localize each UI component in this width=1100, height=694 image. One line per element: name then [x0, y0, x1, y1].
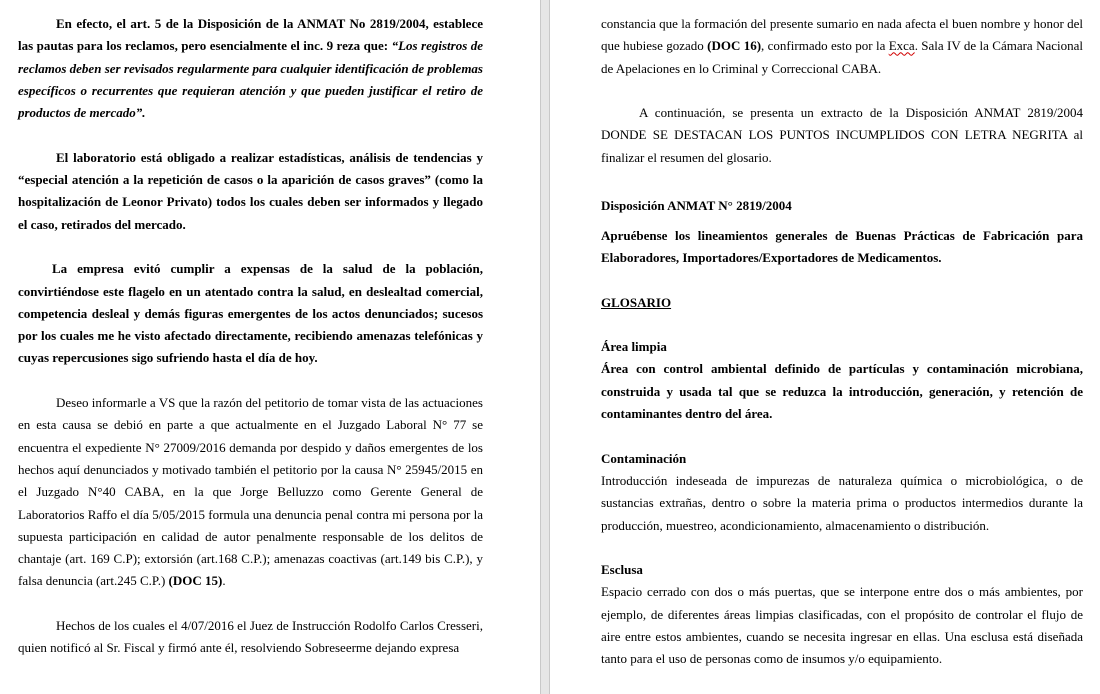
paragraph-petitorio-end: .	[222, 573, 226, 589]
doc-16-reference: (DOC 16)	[707, 38, 762, 54]
paragraph-gap	[601, 169, 1083, 191]
glossary-definition-area-limpia[interactable]: Área con control ambiental definido de partículas y contaminación microbiana, construida y usada tal que se reduzca la introducción, generación, y retención de contaminantes dentro del área.	[601, 361, 1083, 422]
paragraph-gap	[601, 80, 1083, 102]
glossary-term-contaminacion[interactable]: Contaminación	[601, 450, 687, 466]
paragraph-gap	[601, 269, 1083, 291]
paragraph-empresa[interactable]: La empresa evitó cumplir a expensas de la salud de la población, convirtiéndose este flagelo en un atentado contra la salud, en deslealtad comercial, competencia desleal y demás figuras emergentes de los actos denunciados; sucesos por los cuales me he visto afectado directamente, recibiendo amenazas telefónicas y cuyas repercusiones sigo sufriendo hasta el día de hoy.	[18, 261, 483, 366]
paragraph-constancia-b: , confirmado esto por la	[761, 38, 889, 54]
spellcheck-word-exca[interactable]: Exca	[888, 38, 915, 54]
paragraph-gap	[18, 370, 483, 392]
paragraph-anmat-art5-intro: En efecto, el art. 5 de la Disposición de la ANMAT No 2819/2004, establece las pautas para los reclamos, pero esencialmente el inc. 9 reza que:	[18, 16, 483, 54]
glossary-term-area-limpia[interactable]: Área limpia	[601, 339, 667, 355]
glossary-definition-esclusa[interactable]: Espacio cerrado con dos o más puertas, que se interpone entre dos o más ambientes, por ejemplo, de diferentes áreas limpias clasificadas, con el propósito de controlar el flujo de aire entre estos ambientes, cuando se necesita ingresar en ellas. Una esclusa está diseñada tanto para el uso de personas como de insumos y/o equipamiento.	[601, 584, 1083, 667]
document-page-left[interactable]	[0, 0, 540, 694]
paragraph-anmat-art5[interactable]	[18, 13, 483, 124]
page-right-text-column[interactable]	[601, 13, 1083, 671]
disposicion-subtitle[interactable]: Apruébense los lineamientos generales de Buenas Prácticas de Fabricación para Elaboradores, Importadores/Exportadores de Medicamentos.	[601, 227, 1083, 265]
paragraph-constancia[interactable]	[601, 13, 1083, 80]
paragraph-petitorio[interactable]	[18, 392, 483, 593]
page-left-text-column[interactable]	[18, 13, 483, 660]
paragraph-gap	[18, 236, 483, 258]
glosario-heading[interactable]: GLOSARIO	[601, 294, 672, 310]
paragraph-laboratorio[interactable]: El laboratorio está obligado a realizar estadísticas, análisis de tendencias y “especial atención a la repetición de casos o la aparición de casos graves” (como la hospitalización de Leonor Privato) todos los cuales deben ser informados y llegado el caso, retirados del mercado.	[18, 149, 483, 232]
paragraph-anmat-art5-quote: “Los registros de reclamos deben ser revisados regularmente para cualquier identificación de problemas específicos o recurrentes que requieran atención y que pueden justificar el retiro de productos de mercado”.	[18, 38, 483, 121]
glossary-term-esclusa[interactable]: Esclusa	[601, 562, 643, 578]
doc-15-reference: (DOC 15)	[168, 573, 223, 589]
paragraph-petitorio-text: Deseo informarle a VS que la razón del petitorio de tomar vista de las actuaciones en esta causa se debió en parte a que actualmente en el Juzgado Laboral N° 77 se encuentra el expediente N° 27009/2016 demanda por despido y daños emergentes de los hechos aquí denunciados y motivado también el petitorio por la causa N° 25945/2015 en el Juzgado N°40 CABA, en la que Jorge Belluzzo como Gerente General de Laboratorios Raffo el día 5/05/2015 formula una denuncia penal contra mi persona por la supuesta participación en calidad de autor penalmente responsable de los delitos de chantaje (art. 169 C.P); extorsión (art.168 C.P.); amenazas coactivas (art.149 bis C.P.), y falsa denuncia (art.245 C.P.)	[18, 395, 483, 589]
paragraph-constancia-c: . Sala IV de la Cámara Nacional de Apelaciones en lo Criminal y Correccional CABA.	[601, 38, 1083, 76]
paragraph-extracto[interactable]: A continuación, se presenta un extracto de la Disposición ANMAT 2819/2004 DONDE SE DESTACAN LOS PUNTOS INCUMPLIDOS CON LETRA NEGRITA al finalizar el resumen del glosario.	[601, 105, 1083, 165]
paragraph-hechos[interactable]: Hechos de los cuales el 4/07/2016 el Juez de Instrucción Rodolfo Carlos Cresseri, quien notificó al Sr. Fiscal y firmó ante él, resolviendo Sobreseerme dejando expresa	[18, 618, 483, 656]
paragraph-gap	[601, 425, 1083, 447]
disposicion-title[interactable]: Disposición ANMAT N° 2819/2004	[601, 198, 792, 214]
document-page-right[interactable]	[550, 0, 1100, 694]
paragraph-gap	[601, 537, 1083, 559]
paragraph-gap	[601, 314, 1083, 336]
paragraph-gap	[18, 593, 483, 615]
page-gutter	[540, 0, 550, 694]
paragraph-constancia-a: constancia que la formación del presente sumario en nada afecta el buen nombre y honor del que hubiese gozado	[601, 16, 1083, 54]
paragraph-gap	[18, 124, 483, 146]
glossary-definition-contaminacion[interactable]: Introducción indeseada de impurezas de naturaleza química o microbiológica, o de sustancias extrañas, dentro o sobre la materia prima o productos intermedios durante la producción, muestreo, acondicionamiento, almacenamiento o distribución.	[601, 472, 1083, 533]
